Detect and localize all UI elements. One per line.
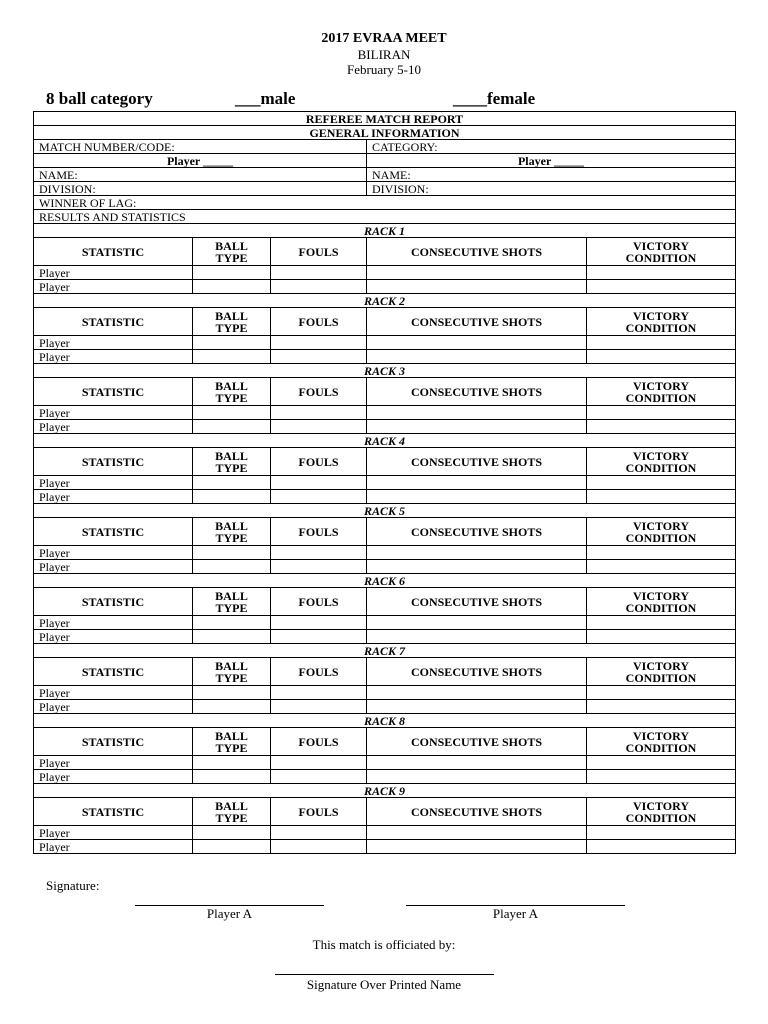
ball-type-header-line: TYPE (215, 460, 248, 475)
player-row-label: Player (34, 630, 193, 644)
table-row (34, 686, 736, 700)
player-row-label: Player (34, 546, 193, 560)
consecutive-shots-column-header: CONSECUTIVE SHOTS (367, 448, 587, 476)
consecutive-shots-cell[interactable] (367, 770, 587, 784)
victory-condition-column-header (587, 238, 736, 266)
victory-header-line: CONDITION (625, 810, 697, 825)
victory-header-line: CONDITION (625, 320, 697, 335)
player-a-left-label: Player A (206, 906, 253, 921)
victory-header-line: CONDITION (625, 460, 697, 475)
victory-condition-cell[interactable] (587, 616, 736, 630)
player-row-label: Player (34, 756, 193, 770)
consecutive-shots-cell[interactable] (367, 560, 587, 574)
division-left-field[interactable]: DIVISION: (34, 182, 367, 196)
consecutive-shots-column-header: CONSECUTIVE SHOTS (367, 378, 587, 406)
victory-header-line: VICTORY (632, 308, 690, 323)
victory-condition-cell[interactable] (587, 420, 736, 434)
victory-condition-cell[interactable] (587, 560, 736, 574)
consecutive-shots-cell[interactable] (367, 756, 587, 770)
table-row (34, 350, 736, 364)
player-a-right-label: Player A (492, 906, 539, 921)
ball-type-header-line: BALL (215, 448, 248, 463)
ball-type-column-header (193, 448, 271, 476)
victory-condition-column-header (587, 308, 736, 336)
victory-condition-column-header (587, 518, 736, 546)
ball-type-header-line: BALL (215, 658, 248, 673)
victory-header-line: VICTORY (632, 378, 690, 393)
meet-dates: February 5-10 (346, 62, 421, 77)
table-row (34, 826, 736, 840)
table-row (34, 420, 736, 434)
ball-type-cell[interactable] (193, 476, 271, 490)
victory-header-line: VICTORY (632, 658, 690, 673)
consecutive-shots-column-header: CONSECUTIVE SHOTS (367, 658, 587, 686)
consecutive-shots-cell[interactable] (367, 476, 587, 490)
table-row (34, 280, 736, 294)
fouls-cell[interactable] (271, 700, 367, 714)
fouls-cell[interactable] (271, 406, 367, 420)
victory-condition-cell[interactable] (587, 266, 736, 280)
victory-header-line: CONDITION (625, 740, 697, 755)
referee-match-report-table (33, 111, 736, 854)
ball-type-cell[interactable] (193, 490, 271, 504)
player-row-label: Player (34, 840, 193, 854)
ball-type-header-line: TYPE (215, 390, 248, 405)
rack-label: RACK 2 (34, 294, 736, 308)
fouls-cell[interactable] (271, 686, 367, 700)
ball-type-cell[interactable] (193, 336, 271, 350)
fouls-cell[interactable] (271, 616, 367, 630)
victory-header-line: VICTORY (632, 518, 690, 533)
fouls-cell[interactable] (271, 826, 367, 840)
ball-type-header-line: TYPE (215, 810, 248, 825)
victory-condition-cell[interactable] (587, 770, 736, 784)
victory-header-line: CONDITION (625, 600, 697, 615)
victory-condition-cell[interactable] (587, 476, 736, 490)
table-row (34, 406, 736, 420)
player-row-label: Player (34, 770, 193, 784)
ball-type-column-header (193, 308, 271, 336)
fouls-cell[interactable] (271, 560, 367, 574)
rack-label: RACK 7 (34, 644, 736, 658)
victory-condition-cell[interactable] (587, 546, 736, 560)
ball-type-header-line: TYPE (215, 740, 248, 755)
ball-type-header-line: BALL (215, 798, 248, 813)
statistic-column-header: STATISTIC (34, 728, 193, 756)
ball-type-cell[interactable] (193, 406, 271, 420)
ball-type-column-header (193, 238, 271, 266)
player-row-label: Player (34, 350, 193, 364)
report-title: REFEREE MATCH REPORT (34, 112, 736, 126)
consecutive-shots-cell[interactable] (367, 406, 587, 420)
consecutive-shots-cell[interactable] (367, 280, 587, 294)
table-row (34, 630, 736, 644)
rack-label: RACK 1 (34, 224, 736, 238)
ball-type-header-line: TYPE (215, 250, 248, 265)
ball-type-column-header (193, 728, 271, 756)
ball-type-cell[interactable] (193, 350, 271, 364)
player-right-heading: Player _____ (367, 154, 736, 168)
consecutive-shots-cell[interactable] (367, 630, 587, 644)
ball-type-header-line: TYPE (215, 320, 248, 335)
ball-type-header-line: TYPE (215, 600, 248, 615)
consecutive-shots-column-header: CONSECUTIVE SHOTS (367, 518, 587, 546)
victory-header-line: VICTORY (632, 448, 690, 463)
player-row-label: Player (34, 826, 193, 840)
fouls-cell[interactable] (271, 336, 367, 350)
fouls-cell[interactable] (271, 420, 367, 434)
victory-condition-cell[interactable] (587, 700, 736, 714)
consecutive-shots-column-header: CONSECUTIVE SHOTS (367, 238, 587, 266)
official-signature-line[interactable] (275, 974, 494, 975)
victory-header-line: CONDITION (625, 530, 697, 545)
consecutive-shots-cell[interactable] (367, 350, 587, 364)
player-row-label: Player (34, 490, 193, 504)
player-left-heading: Player _____ (34, 154, 367, 168)
rack-label: RACK 3 (34, 364, 736, 378)
match-number-field[interactable]: MATCH NUMBER/CODE: (34, 140, 367, 154)
rack-label: RACK 5 (34, 504, 736, 518)
consecutive-shots-cell[interactable] (367, 686, 587, 700)
ball-type-cell[interactable] (193, 700, 271, 714)
victory-header-line: VICTORY (632, 588, 690, 603)
ball-type-header-line: BALL (215, 238, 248, 253)
ball-type-header-line: TYPE (215, 670, 248, 685)
ball-type-column-header (193, 658, 271, 686)
male-option[interactable]: ___male (235, 89, 296, 108)
victory-header-line: CONDITION (625, 390, 697, 405)
ball-type-column-header (193, 518, 271, 546)
victory-condition-cell[interactable] (587, 630, 736, 644)
ball-type-header-line: BALL (215, 378, 248, 393)
rack-label: RACK 9 (34, 784, 736, 798)
table-row (34, 266, 736, 280)
statistic-column-header: STATISTIC (34, 308, 193, 336)
ball-type-header-line: BALL (215, 728, 248, 743)
name-left-field[interactable]: NAME: (34, 168, 367, 182)
rack-label: RACK 6 (34, 574, 736, 588)
fouls-cell[interactable] (271, 630, 367, 644)
consecutive-shots-cell[interactable] (367, 490, 587, 504)
fouls-cell[interactable] (271, 476, 367, 490)
meet-title: 2017 EVRAA MEET (321, 31, 447, 46)
victory-condition-cell[interactable] (587, 336, 736, 350)
division-right-field[interactable]: DIVISION: (367, 182, 736, 196)
player-row-label: Player (34, 686, 193, 700)
fouls-column-header: FOULS (271, 588, 367, 616)
ball-type-header-line: TYPE (215, 530, 248, 545)
category-label: 8 ball category (46, 89, 153, 108)
fouls-column-header: FOULS (271, 798, 367, 826)
results-and-statistics-heading: RESULTS AND STATISTICS (34, 210, 736, 224)
fouls-column-header: FOULS (271, 518, 367, 546)
consecutive-shots-cell[interactable] (367, 826, 587, 840)
victory-header-line: CONDITION (625, 250, 697, 265)
victory-condition-cell[interactable] (587, 280, 736, 294)
player-row-label: Player (34, 616, 193, 630)
statistic-column-header: STATISTIC (34, 518, 193, 546)
consecutive-shots-column-header: CONSECUTIVE SHOTS (367, 588, 587, 616)
victory-condition-cell[interactable] (587, 826, 736, 840)
fouls-column-header: FOULS (271, 658, 367, 686)
consecutive-shots-cell[interactable] (367, 336, 587, 350)
ball-type-cell[interactable] (193, 630, 271, 644)
table-row (34, 546, 736, 560)
fouls-column-header: FOULS (271, 448, 367, 476)
victory-condition-column-header (587, 588, 736, 616)
fouls-cell[interactable] (271, 490, 367, 504)
victory-condition-cell[interactable] (587, 840, 736, 854)
category-field[interactable]: CATEGORY: (367, 140, 736, 154)
meet-location: BILIRAN (357, 47, 411, 62)
statistic-column-header: STATISTIC (34, 798, 193, 826)
player-row-label: Player (34, 420, 193, 434)
victory-condition-column-header (587, 798, 736, 826)
statistic-column-header: STATISTIC (34, 238, 193, 266)
winner-of-lag-field[interactable]: WINNER OF LAG: (34, 196, 736, 210)
player-row-label: Player (34, 266, 193, 280)
ball-type-cell[interactable] (193, 266, 271, 280)
victory-condition-column-header (587, 378, 736, 406)
victory-condition-column-header (587, 728, 736, 756)
ball-type-column-header (193, 798, 271, 826)
table-row (34, 560, 736, 574)
table-row (34, 840, 736, 854)
victory-condition-cell[interactable] (587, 406, 736, 420)
fouls-cell[interactable] (271, 840, 367, 854)
consecutive-shots-column-header: CONSECUTIVE SHOTS (367, 308, 587, 336)
victory-condition-column-header (587, 658, 736, 686)
victory-header-line: VICTORY (632, 238, 690, 253)
victory-header-line: VICTORY (632, 728, 690, 743)
ball-type-cell[interactable] (193, 826, 271, 840)
fouls-column-header: FOULS (271, 728, 367, 756)
player-row-label: Player (34, 280, 193, 294)
victory-condition-cell[interactable] (587, 686, 736, 700)
table-row (34, 700, 736, 714)
fouls-cell[interactable] (271, 756, 367, 770)
victory-condition-cell[interactable] (587, 350, 736, 364)
ball-type-column-header (193, 588, 271, 616)
ball-type-cell[interactable] (193, 840, 271, 854)
ball-type-cell[interactable] (193, 770, 271, 784)
fouls-column-header: FOULS (271, 308, 367, 336)
signature-label: Signature: (46, 878, 100, 893)
ball-type-cell[interactable] (193, 756, 271, 770)
consecutive-shots-cell[interactable] (367, 616, 587, 630)
fouls-column-header: FOULS (271, 238, 367, 266)
ball-type-header-line: BALL (215, 308, 248, 323)
fouls-cell[interactable] (271, 546, 367, 560)
victory-condition-cell[interactable] (587, 756, 736, 770)
ball-type-header-line: BALL (215, 518, 248, 533)
consecutive-shots-cell[interactable] (367, 420, 587, 434)
table-row (34, 756, 736, 770)
ball-type-cell[interactable] (193, 686, 271, 700)
player-row-label: Player (34, 406, 193, 420)
player-row-label: Player (34, 336, 193, 350)
table-row (34, 336, 736, 350)
fouls-cell[interactable] (271, 266, 367, 280)
ball-type-cell[interactable] (193, 546, 271, 560)
fouls-column-header: FOULS (271, 378, 367, 406)
player-row-label: Player (34, 560, 193, 574)
statistic-column-header: STATISTIC (34, 448, 193, 476)
victory-header-line: VICTORY (632, 798, 690, 813)
table-row (34, 476, 736, 490)
ball-type-cell[interactable] (193, 560, 271, 574)
statistic-column-header: STATISTIC (34, 658, 193, 686)
consecutive-shots-cell[interactable] (367, 546, 587, 560)
female-option[interactable]: ____female (453, 89, 536, 108)
signature-over-printed-name-label: Signature Over Printed Name (306, 977, 462, 992)
table-row (34, 490, 736, 504)
ball-type-cell[interactable] (193, 280, 271, 294)
general-information-heading: GENERAL INFORMATION (34, 126, 736, 140)
ball-type-cell[interactable] (193, 420, 271, 434)
consecutive-shots-cell[interactable] (367, 840, 587, 854)
officiated-by-label: This match is officiated by: (312, 937, 456, 952)
rack-label: RACK 4 (34, 434, 736, 448)
table-row (34, 616, 736, 630)
player-row-label: Player (34, 700, 193, 714)
fouls-cell[interactable] (271, 350, 367, 364)
victory-header-line: CONDITION (625, 670, 697, 685)
statistic-column-header: STATISTIC (34, 588, 193, 616)
ball-type-header-line: BALL (215, 588, 248, 603)
consecutive-shots-column-header: CONSECUTIVE SHOTS (367, 798, 587, 826)
fouls-cell[interactable] (271, 280, 367, 294)
statistic-column-header: STATISTIC (34, 378, 193, 406)
consecutive-shots-cell[interactable] (367, 266, 587, 280)
victory-condition-column-header (587, 448, 736, 476)
name-right-field[interactable]: NAME: (367, 168, 736, 182)
ball-type-column-header (193, 378, 271, 406)
ball-type-cell[interactable] (193, 616, 271, 630)
table-row (34, 770, 736, 784)
fouls-cell[interactable] (271, 770, 367, 784)
victory-condition-cell[interactable] (587, 490, 736, 504)
consecutive-shots-cell[interactable] (367, 700, 587, 714)
player-row-label: Player (34, 476, 193, 490)
consecutive-shots-column-header: CONSECUTIVE SHOTS (367, 728, 587, 756)
rack-label: RACK 8 (34, 714, 736, 728)
